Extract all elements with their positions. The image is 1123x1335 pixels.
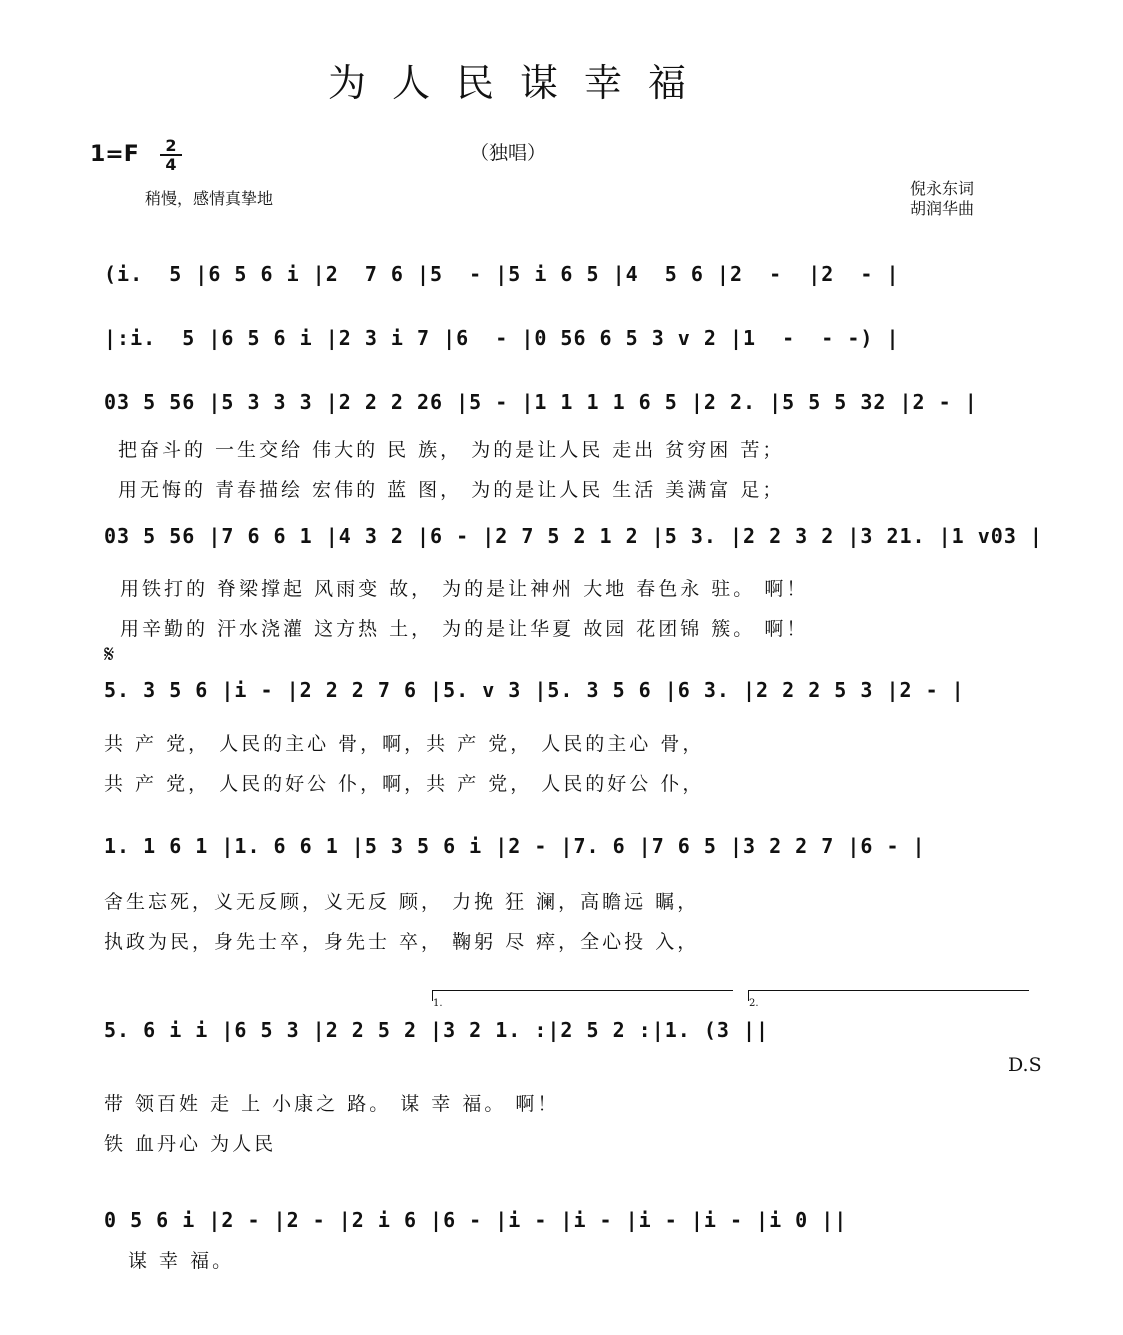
system-3-lyric-2: 用无悔的 青春描绘 宏伟的 蓝 图， 为的是让人民 生活 美满富 足；	[118, 479, 785, 501]
system-5-lyric-2: 共 产 党， 人民的好公 仆，啊，共 产 党， 人民的好公 仆，	[104, 773, 705, 795]
system-6-notes: 1. 1 6 1 |1. 6 6 1 |5 3 5 6 i |2 - |7. 6 |7 6 5 |3 2 2 7 |6 - |	[104, 834, 926, 858]
dal-segno: D.S	[1008, 1054, 1042, 1076]
segno-sign: 𝄋	[104, 640, 115, 668]
time-signature	[160, 138, 182, 172]
song-title: 为人民谋幸福	[327, 61, 712, 105]
key-signature: 1=F	[90, 142, 139, 167]
system-5-notes: 5. 3 5 6 |i - |2 2 2 7 6 |5. v 3 |5. 3 5 6 |6 3. |2 2 2 5 3 |2 - |	[104, 678, 965, 702]
system-3-notes: 03 5 56 |5 3 3 3 |2 2 2 26 |5 - |1 1 1 1 6 5 |2 2. |5 5 5 32 |2 - |	[104, 390, 978, 414]
system-7-lyric-1: 带 领百姓 走 上 小康之 路。 谋 幸 福。 啊！	[104, 1093, 560, 1115]
system-4-notes: 03 5 56 |7 6 6 1 |4 3 2 |6 - |2 7 5 2 1 2 |5 3. |2 2 3 2 |3 21. |1 v03 |	[104, 524, 1043, 548]
system-4-lyric-1: 用铁打的 脊梁撑起 风雨变 故， 为的是让神州 大地 春色永 驻。 啊！	[120, 578, 809, 600]
system-8-lyric-1: 谋 幸 福。	[128, 1250, 235, 1272]
first-ending-bracket	[432, 990, 733, 1009]
tempo-marking: 稍慢，感情真挚地	[145, 189, 274, 208]
system-7-notes: 5. 6 i i |6 5 3 |2 2 5 2 |3 2 1. :|2 5 2 :|1. (3 ||	[104, 1018, 770, 1042]
time-bottom: 4	[165, 155, 177, 174]
time-top: 2	[165, 136, 177, 155]
composer-credit: 胡润华曲	[910, 199, 975, 218]
first-ending-label: 1.	[433, 998, 443, 1009]
subtitle: （独唱）	[470, 142, 547, 164]
system-4-lyric-2: 用辛勤的 汗水浇灌 这方热 土， 为的是让华夏 故园 花团锦 簇。 啊！	[120, 618, 809, 640]
system-1-notes: (i. 5 |6 5 6 i |2 7 6 |5 - |5 i 6 5 |4 5 6 |2 - |2 - |	[104, 262, 900, 286]
second-ending-bracket	[748, 990, 1029, 1009]
system-3-lyric-1: 把奋斗的 一生交给 伟大的 民 族， 为的是让人民 走出 贫穷困 苦；	[118, 439, 785, 461]
system-8-notes: 0 5 6 i |2 - |2 - |2 i 6 |6 - |i - |i - |i - |i - |i 0 ||	[104, 1208, 848, 1232]
system-6-lyric-1: 舍生忘死，义无反顾，义无反 顾， 力挽 狂 澜，高瞻远 瞩，	[104, 891, 700, 913]
system-6-lyric-2: 执政为民，身先士卒，身先士 卒， 鞠躬 尽 瘁，全心投 入，	[104, 931, 700, 953]
system-7-lyric-2: 铁 血丹心 为人民	[104, 1133, 277, 1155]
system-2-notes: |:i. 5 |6 5 6 i |2 3 i 7 |6 - |0 56 6 5 3 v 2 |1 - - -) |	[104, 326, 900, 350]
lyricist-credit: 倪永东词	[910, 179, 975, 198]
system-5-lyric-1: 共 产 党， 人民的主心 骨，啊，共 产 党， 人民的主心 骨，	[104, 733, 705, 755]
second-ending-label: 2.	[749, 998, 759, 1009]
